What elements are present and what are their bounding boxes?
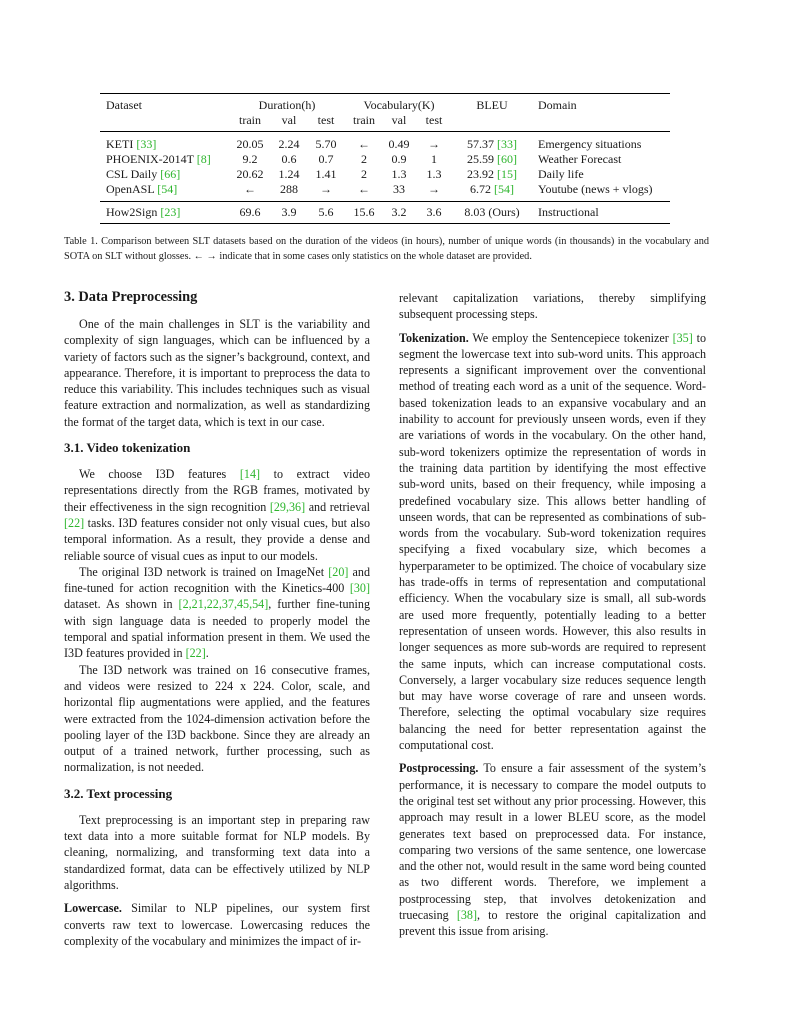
cell: 20.05	[228, 132, 272, 153]
paragraph: Tokenization. We employ the Sentencepiece tokenizer [35] to segment the lowercase text into sub-word units. This approach represents a significant improvement over the conventional method of treating each word as a unit of the sequence. Word-based tokenization leads to an expansive vocabulary and an inability to account for previously unseen words, even if they are variations of words in the vocabulary. On the other hand, sub-word tokenizers optimize the representation of words in the training data partition by identifying the most effective sub-word units, based on their frequency, while imposing a predefined vocabulary size. This allows better handling of unseen words, that can be represented as combinations of sub-words from the vocabulary. Sub-word tokenization requires specifying a fixed vocabulary size, which becomes a hyperparameter to be optimized. The choice of vocabulary size has trade-offs in terms of representation and computational efficiency. When the vocabulary size is small, all sub-words are used more frequently, potentially leading to a better representation of unseen words. However, this also results in longer sequences as more sub-words are required to represent the same inputs, which can increase computational costs. Conversely, a larger vocabulary size reduces sequence length but may have worse coverage of rare and unseen words. Therefore, selecting the optimal vocabulary size requires balancing the need for better representation against the computational cost.	[399, 330, 706, 753]
cell: 0.49	[382, 132, 416, 153]
cell: 3.2	[382, 202, 416, 224]
paragraph: One of the main challenges in SLT is the variability and complexity of sign languages, which can be influenced by a variety of factors such as the signer’s background, context, and appearance. Therefore, it is important to preprocess the data to reduce this variability. This includes techniques such as visual feature extraction and normalization, as well as standardizing the format of the target data, which is text in our case.	[64, 317, 370, 429]
citation-link[interactable]: [33]	[136, 137, 157, 151]
citation-link[interactable]: [20]	[328, 564, 349, 579]
table-row	[100, 152, 670, 167]
paragraph: Postprocessing. To ensure a fair assessment of the system’s performance, it is necessary to compare the model outputs to the original test set without any prior processing. However, this approach may result in a lower BLEU score, as the model generates text based on preprocessed data. For instance, comparing two versions of the same sentence, one lowercase and the other not, would result in the same word being counted as two different words. Therefore, we implement a postprocessing step, that involves detokenization and truecasing [38], to restore the original capitalization and prevent this issue from arising.	[399, 761, 706, 939]
sub-train: train	[239, 113, 261, 127]
cell: 1.41	[315, 167, 337, 181]
sub-test: test	[425, 113, 443, 127]
domain-cell: Instructional	[532, 202, 670, 224]
dataset-name: KETI [33]	[100, 132, 228, 153]
table-row	[100, 132, 670, 153]
citation-link[interactable]: [22]	[185, 646, 206, 661]
citation-link[interactable]: [23]	[160, 205, 181, 219]
cell: 1	[431, 152, 437, 166]
cell: ←	[244, 182, 256, 196]
cell: 5.70	[306, 132, 346, 153]
domain-cell: Emergency situations	[532, 132, 670, 153]
bleu-cell: 23.92 [15]	[467, 167, 517, 181]
domain-cell: Daily life	[538, 167, 584, 181]
citation-link[interactable]: [60]	[497, 152, 517, 166]
paragraph: Lowercase. Similar to NLP pipelines, our system first converts raw text to lowercase. Lowercasing reduces the complexity of the vocabulary and minimizes the impact of ir-	[64, 901, 370, 948]
cell: 69.6	[228, 202, 272, 224]
cell: 3.6	[416, 202, 452, 224]
table-subheader-row	[100, 113, 670, 132]
bleu-cell: 8.03 (Ours)	[452, 202, 532, 224]
citation-link[interactable]: [2,21,22,37,45,54]	[178, 597, 269, 612]
cell: ←	[358, 182, 370, 196]
cell: 1.24	[278, 167, 300, 181]
citation-link[interactable]: [54]	[157, 182, 178, 196]
paragraph: The I3D network was trained on 16 consecutive frames, and videos were resized to 224 x 224. Color, scale, and horizontal flip augmentations were applied, and the features were extracted from the 1024-dimension activation before the pooling layer of the I3D backbone. Since they are already an output of a trained network, further processing, such as normalization, is not needed.	[64, 662, 370, 775]
sub-test: test	[317, 113, 335, 127]
right-column	[399, 290, 706, 940]
cell: 0.7	[318, 152, 334, 166]
domain-cell: Weather Forecast	[538, 152, 622, 166]
bleu-cell: 6.72 [54]	[470, 182, 514, 196]
cell: 2.24	[272, 132, 306, 153]
sub-val: val	[391, 113, 407, 127]
col-duration: Duration(h)	[228, 94, 346, 114]
citation-link[interactable]: [35]	[672, 330, 693, 345]
cell: 15.6	[346, 202, 382, 224]
dataset-comparison-table	[100, 93, 670, 224]
sub-val: val	[281, 113, 297, 127]
citation-link[interactable]: [54]	[494, 182, 514, 196]
cell: 1.3	[426, 167, 442, 181]
dataset-name: OpenASL [54]	[106, 182, 178, 196]
table-caption: Table 1. Comparison between SLT datasets based on the duration of the videos (in hours), number of unique words (in thousands) in the vocabulary and SOTA on SLT without glosses. ← → indicate that in some cases only statistics on the whole dataset are provided.	[64, 236, 709, 262]
paragraph: We choose I3D features [14] to extract video representations directly from the RGB frames, motivated by their effectiveness in the sign recognition [29,36] and retrieval [22] tasks. I3D features consider not only visual cues, but also temporal information. As a result, they provide a dense and reliable source of visual cues as input to our models.	[64, 467, 370, 563]
cell: 33	[393, 182, 405, 196]
cell: →	[416, 132, 452, 153]
domain-cell: Youtube (news + vlogs)	[538, 182, 653, 196]
dataset-name: How2Sign [23]	[100, 202, 228, 224]
paragraph: relevant capitalization variations, thereby simplifying subsequent processing steps.	[399, 291, 706, 322]
paragraph-heading: Lowercase.	[64, 901, 122, 916]
col-bleu: BLEU	[452, 94, 532, 114]
citation-link[interactable]: [66]	[160, 167, 181, 181]
citation-link[interactable]: [22]	[64, 515, 85, 530]
citation-link[interactable]: [15]	[497, 167, 517, 181]
dataset-name: PHOENIX-2014T [8]	[106, 152, 211, 166]
cell: ←	[346, 132, 382, 153]
cell: →	[320, 182, 332, 196]
table-row	[100, 182, 670, 202]
citation-link[interactable]: [14]	[239, 467, 261, 482]
citation-link[interactable]: [8]	[196, 152, 211, 166]
cell: 288	[280, 182, 298, 196]
cell: 2	[361, 152, 367, 166]
col-domain: Domain	[532, 94, 670, 114]
citation-link[interactable]: [33]	[497, 137, 517, 151]
cell: 0.9	[391, 152, 407, 166]
col-vocabulary: Vocabulary(K)	[346, 94, 452, 114]
paragraph: Text preprocessing is an important step in preparing raw text data into a more suitable format for NLP models. By cleaning, normalizing, and transforming text data into a standardized format, data can be effectively utilized by NLP algorithms.	[64, 812, 370, 892]
cell: 5.6	[306, 202, 346, 224]
left-column	[64, 286, 370, 949]
citation-link[interactable]: [30]	[349, 581, 370, 596]
col-dataset: Dataset	[100, 94, 228, 114]
cell: 3.9	[272, 202, 306, 224]
sub-train: train	[353, 113, 375, 127]
subsection-title: 3.1. Video tokenization	[64, 440, 191, 456]
cell: 0.6	[281, 152, 297, 166]
table-row-ours	[100, 202, 670, 224]
paragraph-heading: Tokenization.	[399, 330, 469, 345]
cell: 9.2	[242, 152, 258, 166]
bleu-cell: 25.59 [60]	[467, 152, 517, 166]
table-row	[100, 167, 670, 182]
citation-link[interactable]: [29,36]	[269, 499, 306, 514]
paragraph-heading: Postprocessing.	[399, 761, 479, 776]
paragraph: The original I3D network is trained on ImageNet [20] and fine-tuned for action recognition with the Kinetics-400 [30] dataset. As shown in [2,21,22,37,45,54], further fine-tuning with sign language data is needed to properly model the temporal and spatial information present in them. We used the I3D features provided in [22].	[64, 564, 370, 661]
bleu-cell: 57.37 [33]	[452, 132, 532, 153]
dataset-name: CSL Daily [66]	[106, 167, 181, 181]
table-header-row	[100, 94, 670, 114]
cell: 20.62	[236, 167, 264, 181]
subsection-title: 3.2. Text processing	[64, 785, 173, 801]
cell: 1.3	[391, 167, 407, 181]
cell: 2	[361, 167, 367, 181]
section-title: 3. Data Preprocessing	[64, 289, 198, 305]
citation-link[interactable]: [38]	[456, 907, 477, 922]
cell: →	[428, 182, 440, 196]
